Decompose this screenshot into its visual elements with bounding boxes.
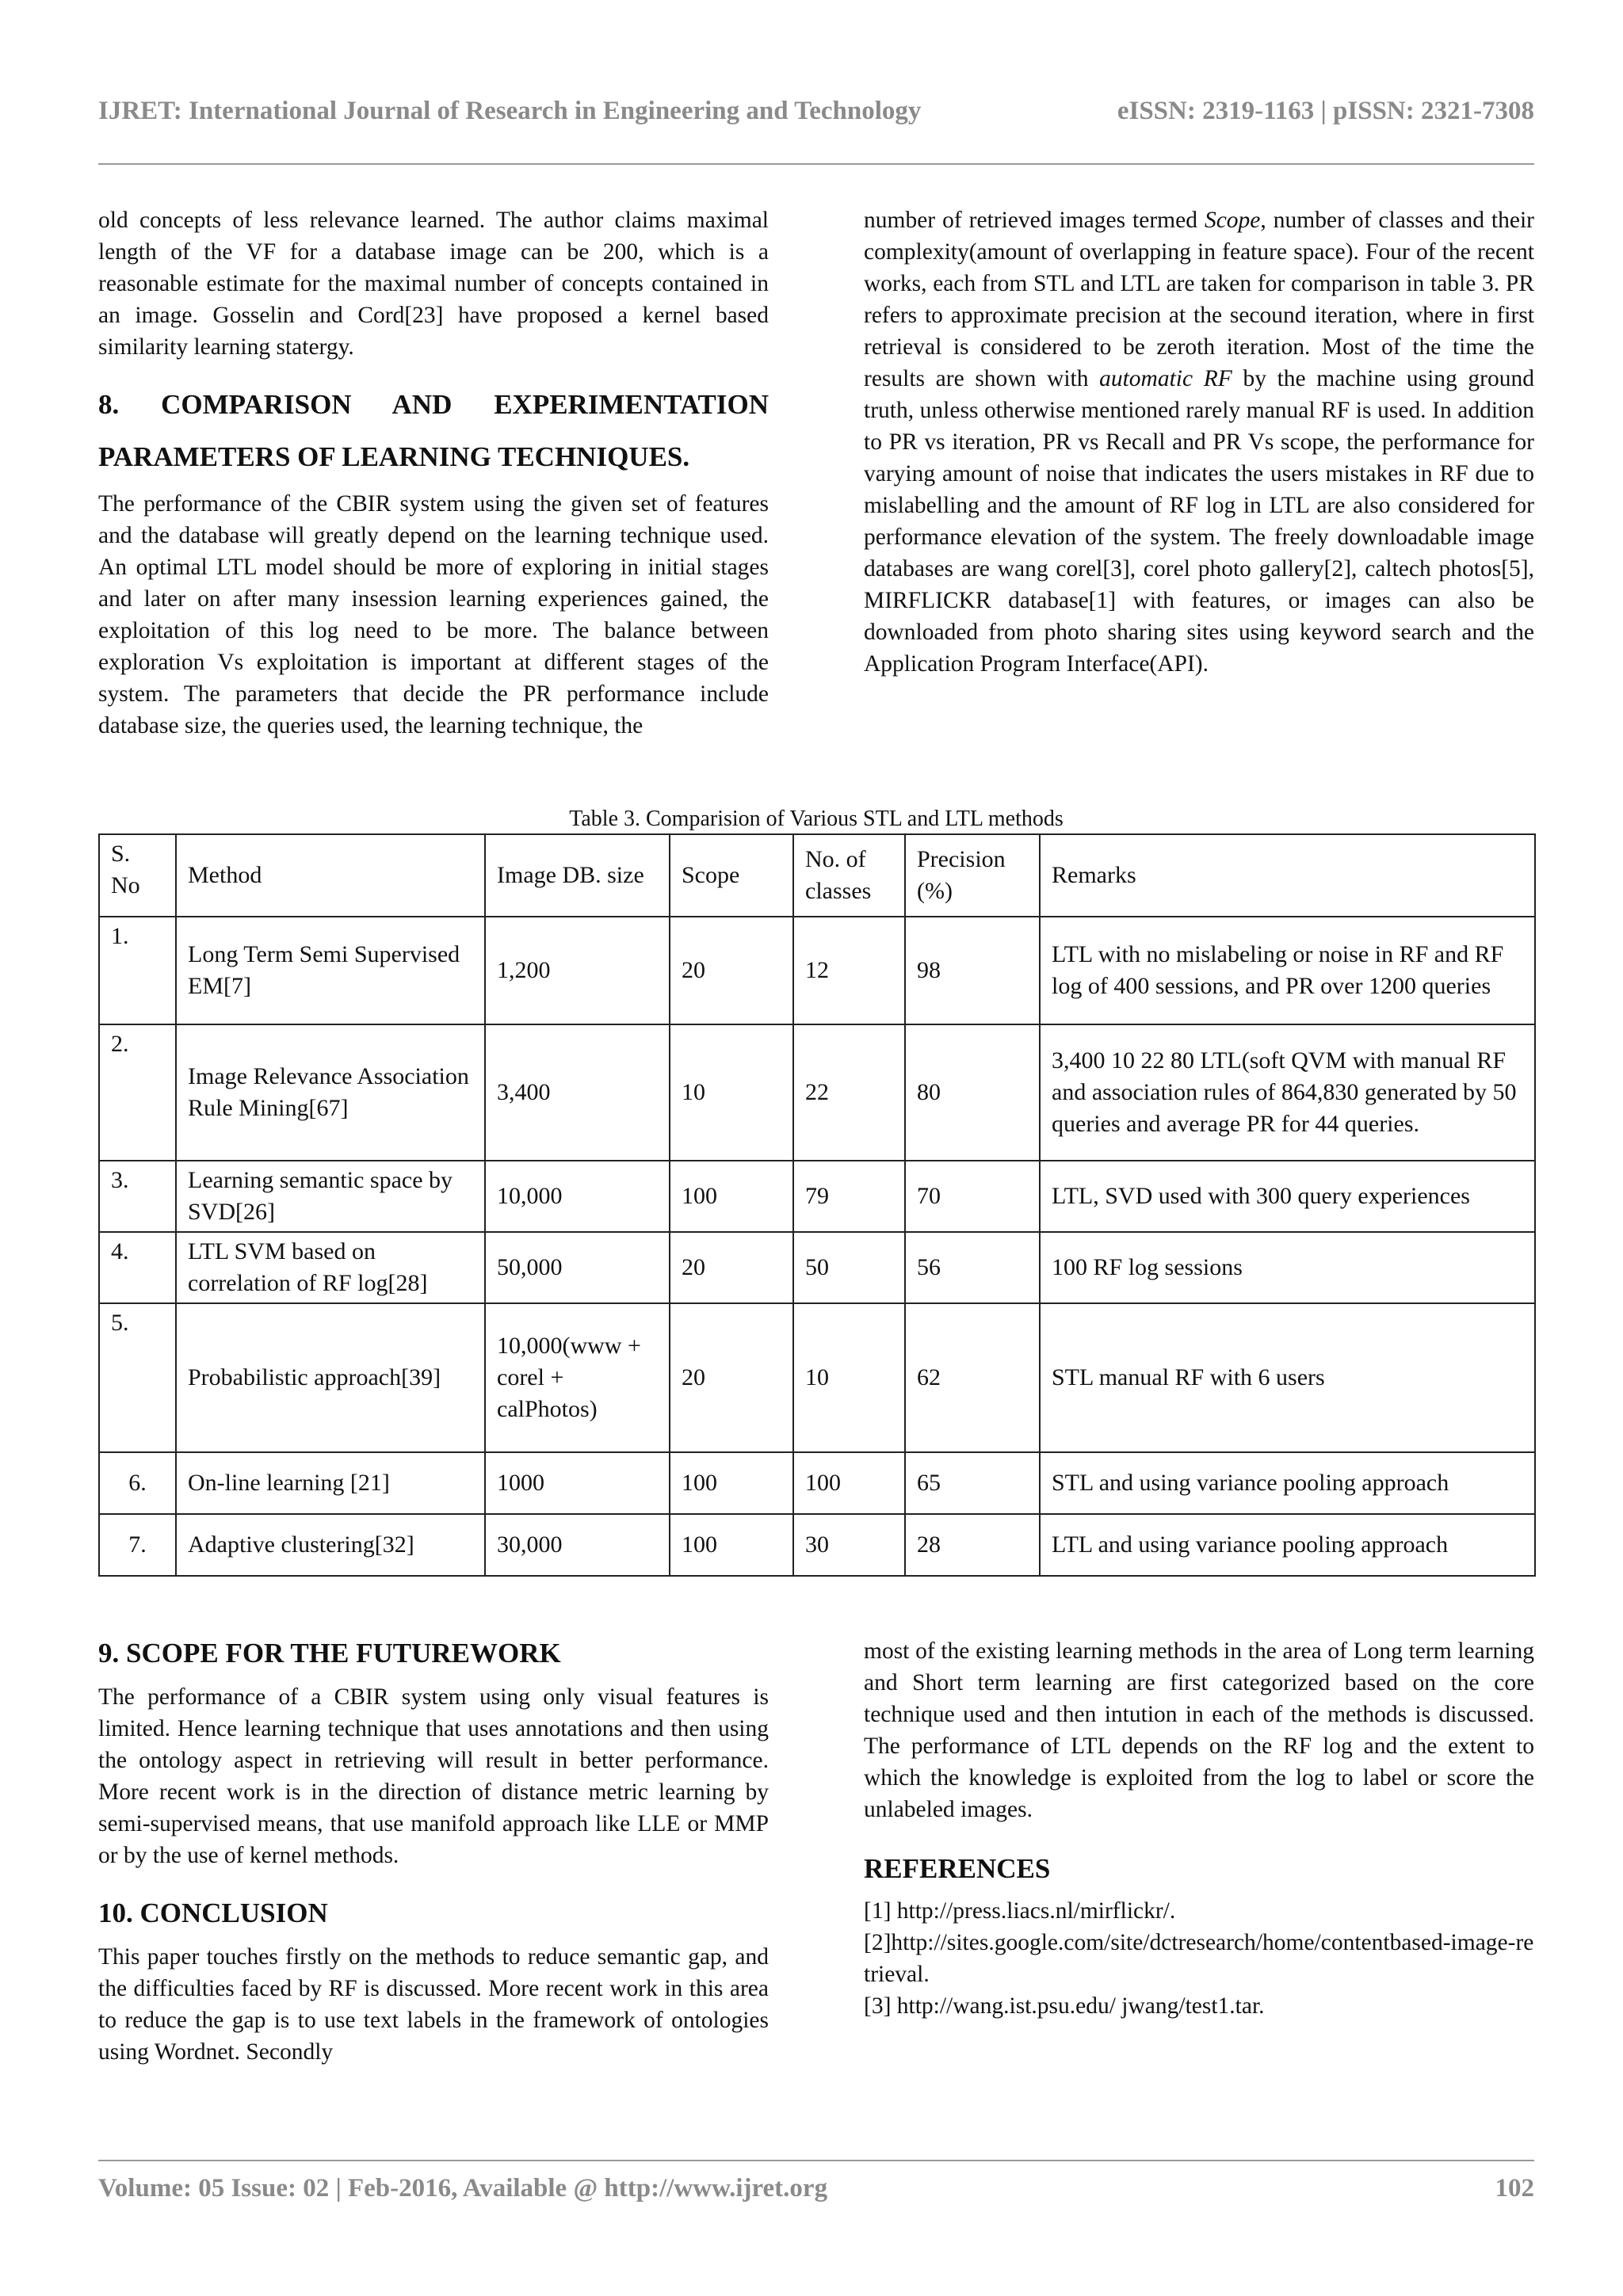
table-cell: 1000 [485, 1452, 670, 1514]
table-cell: 50,000 [485, 1232, 670, 1303]
table-cell: 1. [99, 917, 176, 1024]
table-cell: 6. [99, 1452, 176, 1514]
footer-rule [98, 2160, 1534, 2161]
table-cell: On-line learning [21] [176, 1452, 485, 1514]
table-cell: 3,400 [485, 1024, 670, 1161]
references-heading: REFERENCES [864, 1853, 1051, 1884]
comparison-table [98, 833, 1536, 1577]
table-row [99, 917, 1535, 1024]
table-row [99, 1514, 1535, 1576]
table-cell: 30 [793, 1514, 905, 1576]
table-cell: 79 [793, 1161, 905, 1232]
right-column-bottom [864, 1635, 1534, 2022]
paragraph: The performance of a CBIR system using only visual features is limited. Hence learning technique that uses annotations and then using the ontology aspect in retrieving will result in better performance. More recent work is in the direction of distance metric learning by semi-supervised means, that use manifold approach like LLE or MMP or by the use of kernel methods. [98, 1684, 769, 1868]
table-cell: STL and using variance pooling approach [1040, 1452, 1535, 1514]
table-cell: 20 [670, 1232, 793, 1303]
automatic-rf-term: automatic RF [1099, 366, 1232, 391]
section-heading-10: 10. CONCLUSION [98, 1897, 328, 1928]
table-row [99, 1452, 1535, 1514]
right-column-top [864, 204, 1534, 680]
table-cell: 7. [99, 1514, 176, 1576]
table-cell: 100 [793, 1452, 905, 1514]
table-row [99, 1024, 1535, 1161]
table-cell: 4. [99, 1232, 176, 1303]
table-cell: LTL SVM based on correlation of RF log[28] [176, 1232, 485, 1303]
table-cell: STL manual RF with 6 users [1040, 1303, 1535, 1452]
table-cell: 30,000 [485, 1514, 670, 1576]
table-cell: Image Relevance Association Rule Mining[67] [176, 1024, 485, 1161]
table-caption: Table 3. Comparision of Various STL and LTL methods [569, 807, 1064, 831]
table-row [99, 1303, 1535, 1452]
paragraph: number of retrieved images termed Scope, number of classes and their complexity(amount of overlapping in feature space). Four of the recent works, each from STL and LTL are taken for comparison in table 3. PR refers to approximate precision at the secound iteration, where in first retrieval is considered to be zeroth iteration. Most of the time the results are shown with automatic RF by the machine using ground truth, unless otherwise mentioned rarely manual RF is used. In addition to PR vs iteration, PR vs Recall and PR Vs scope, the performance for varying amount of noise that indicates the users mistakes in RF due to mislabelling and the amount of RF log in LTL are also considered for performance elevation of the system. The freely downloadable image databases are wang corel[3], corel photo gallery[2], caltech photos[5], MIRFLICKR database[1] with features, or images can also be downloaded from photo sharing sites using keyword search and the Application Program Interface(API). [864, 208, 1535, 677]
table-cell: 80 [905, 1024, 1040, 1161]
table-row [99, 1232, 1535, 1303]
issn: eISSN: 2319-1163 | pISSN: 2321-7308 [1117, 97, 1534, 125]
page-number: 102 [1495, 2174, 1534, 2203]
table-cell: 100 [670, 1452, 793, 1514]
table-cell: 10,000 [485, 1161, 670, 1232]
table-cell: 100 [670, 1514, 793, 1576]
paragraph: most of the existing learning methods in the area of Long term learning and Short term learning are first categorized based on the core technique used and then intution in each of the methods is discussed. The performance of LTL depends on the RF log and the extent to which the knowledge is exploited from the log to label or score the unlabeled images. [864, 1638, 1534, 1822]
table-header-cell: Method [176, 834, 485, 917]
table-cell: 10 [793, 1303, 905, 1452]
journal-name: IJRET: International Journal of Research in Engineering and Technology [98, 97, 922, 125]
paragraph: This paper touches firstly on the methods to reduce semantic gap, and the difficulties faced by RF is discussed. More recent work in this area to reduce the gap is to use text labels in the framework of ontologies using Wordnet. Secondly [98, 1944, 769, 2065]
left-column-top [98, 204, 769, 742]
table-cell: Long Term Semi Supervised EM[7] [176, 917, 485, 1024]
header-rule [98, 163, 1534, 165]
section-heading-9: 9. SCOPE FOR THE FUTUREWORK [98, 1638, 561, 1669]
reference-item: [1] http://press.liacs.nl/mirflickr/. [864, 1898, 1176, 1924]
table-cell: 1,200 [485, 917, 670, 1024]
scope-term: Scope [1204, 208, 1261, 233]
section-heading-8-line1: 8. COMPARISON AND EXPERIMENTATION [98, 389, 769, 420]
table-cell: 22 [793, 1024, 905, 1161]
table-header-row [99, 834, 1535, 917]
table-cell: 3. [99, 1161, 176, 1232]
table-cell: 98 [905, 917, 1040, 1024]
table-cell: 100 RF log sessions [1040, 1232, 1535, 1303]
table-cell: 56 [905, 1232, 1040, 1303]
table-cell: Adaptive clustering[32] [176, 1514, 485, 1576]
table-cell: Probabilistic approach[39] [176, 1303, 485, 1452]
paragraph: old concepts of less relevance learned. The author claims maximal length of the VF for a database image can be 200, which is a reasonable estimate for the maximal number of concepts contained in an image. Gosselin and Cord[23] have proposed a kernel based similarity learning statergy. [98, 208, 769, 360]
paragraph: The performance of the CBIR system using the given set of features and the database will greatly depend on the learning technique used. An optimal LTL model should be more of exploring in initial stages and later on after many insession learning experiences gained, the exploitation of this log need to be more. The balance between exploration Vs exploitation is important at different stages of the system. The parameters that decide the PR performance include database size, the queries used, the learning technique, the [98, 491, 769, 738]
reference-list [864, 1895, 1534, 2022]
table-cell: LTL, SVD used with 300 query experiences [1040, 1161, 1535, 1232]
table-header-cell: Scope [670, 834, 793, 917]
running-header [98, 97, 1534, 126]
left-column-bottom [98, 1634, 769, 2068]
table-cell: 10,000(www + corel + calPhotos) [485, 1303, 670, 1452]
table-cell: LTL with no mislabeling or noise in RF and RF log of 400 sessions, and PR over 1200 queries [1040, 917, 1535, 1024]
table-cell: 50 [793, 1232, 905, 1303]
table-row [99, 1161, 1535, 1232]
table-cell: LTL and using variance pooling approach [1040, 1514, 1535, 1576]
table-cell: 2. [99, 1024, 176, 1161]
table-cell: 20 [670, 917, 793, 1024]
table-cell: Learning semantic space by SVD[26] [176, 1161, 485, 1232]
table-cell: 62 [905, 1303, 1040, 1452]
table-cell: 70 [905, 1161, 1040, 1232]
reference-item: [3] http://wang.ist.psu.edu/ jwang/test1.tar. [864, 1993, 1265, 2019]
table-header-cell: Remarks [1040, 834, 1535, 917]
reference-item: [2]http://sites.google.com/site/dctresearch/home/contentbased-image-retrieval. [864, 1930, 1534, 1987]
table-cell: 28 [905, 1514, 1040, 1576]
running-footer [98, 2174, 1534, 2203]
table-cell: 3,400 10 22 80 LTL(soft QVM with manual RF and association rules of 864,830 generated by 50 queries and average PR for 44 queries. [1040, 1024, 1535, 1161]
table-cell: 65 [905, 1452, 1040, 1514]
section-heading-8-line2: PARAMETERS OF LEARNING TECHNIQUES. [98, 441, 690, 472]
table-header-cell: Image DB. size [485, 834, 670, 917]
table-header-cell: S. No [99, 834, 176, 917]
table-cell: 100 [670, 1161, 793, 1232]
table-cell: 10 [670, 1024, 793, 1161]
volume-info: Volume: 05 Issue: 02 | Feb-2016, Available @ http://www.ijret.org [98, 2174, 828, 2203]
table-cell: 5. [99, 1303, 176, 1452]
table-header-cell: No. of classes [793, 834, 905, 917]
table-header-cell: Precision (%) [905, 834, 1040, 917]
table-cell: 12 [793, 917, 905, 1024]
table-cell: 20 [670, 1303, 793, 1452]
